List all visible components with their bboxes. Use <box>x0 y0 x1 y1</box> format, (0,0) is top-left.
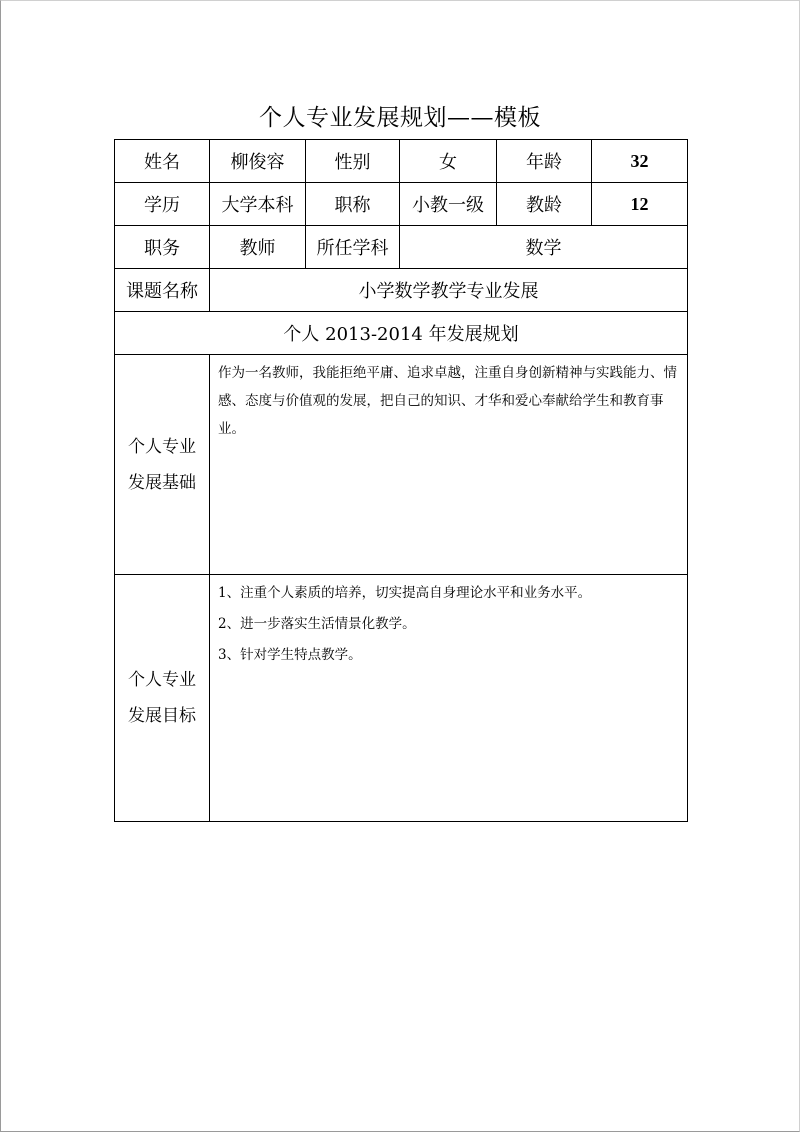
education-label: 学历 <box>115 183 210 226</box>
gender-value: 女 <box>400 140 497 183</box>
age-label: 年龄 <box>497 140 592 183</box>
goals-label <box>115 662 209 734</box>
teaching-years-label: 教龄 <box>497 183 592 226</box>
table-row-foundation <box>115 355 688 575</box>
position-label: 职务 <box>115 226 210 269</box>
education-value: 大学本科 <box>210 183 306 226</box>
goals-label-cell <box>115 575 210 822</box>
name-value: 柳俊容 <box>210 140 306 183</box>
document-title: 个人专业发展规划——模板 <box>259 105 541 131</box>
goals-label-line1: 个人专业 <box>128 670 196 690</box>
name-label: 姓名 <box>115 140 210 183</box>
foundation-label-line1: 个人专业 <box>128 436 196 457</box>
project-label: 课题名称 <box>115 269 210 312</box>
goal-item: 2、进一步落实生活情景化教学。 <box>218 616 416 632</box>
goal-item: 3、针对学生特点教学。 <box>218 647 362 663</box>
table-row-position <box>115 226 688 269</box>
goal-item: 1、注重个人素质的培养，切实提高自身理论水平和业务水平。 <box>218 585 592 601</box>
foundation-label-cell <box>115 355 210 575</box>
plan-heading: 个人 2013-2014 年发展规划 <box>115 312 688 355</box>
table-row-career <box>115 183 688 226</box>
table-row-project <box>115 269 688 312</box>
subject-value: 数学 <box>400 226 688 269</box>
foundation-label <box>115 429 209 501</box>
foundation-content <box>210 355 688 575</box>
foundation-label-line2: 发展基础 <box>128 472 196 493</box>
title-value: 小教一级 <box>400 183 497 226</box>
table-row-goals <box>115 575 688 822</box>
project-value: 小学数学教学专业发展 <box>210 269 688 312</box>
goals-label-line2: 发展目标 <box>128 706 196 726</box>
foundation-text: 作为一名教师，我能拒绝平庸、追求卓越，注重自身创新精神与实践能力、情感、态度与价值观的发展，把自己的知识、才华和爱心奉献给学生和教育事业。 <box>218 365 677 437</box>
subject-label: 所任学科 <box>306 226 400 269</box>
position-value: 教师 <box>210 226 306 269</box>
age-value: 32 <box>592 140 688 183</box>
table-row-plan-heading <box>115 312 688 355</box>
plan-table <box>114 139 688 822</box>
goals-content <box>210 575 688 822</box>
gender-label: 性别 <box>306 140 400 183</box>
title-label: 职称 <box>306 183 400 226</box>
table-row-personal <box>115 140 688 183</box>
teaching-years-value: 12 <box>592 183 688 226</box>
